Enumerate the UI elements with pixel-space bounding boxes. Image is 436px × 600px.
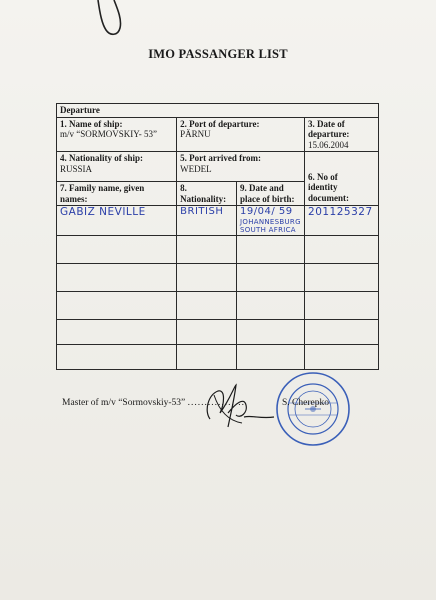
birth-label-2: place of birth:	[240, 193, 295, 204]
arrival-port-label: 5. Port arrived from:	[180, 153, 261, 163]
passenger-table	[56, 103, 379, 370]
captain-name-text: S. Cherepko	[282, 398, 329, 408]
identity-doc-label-2: identity	[308, 182, 338, 192]
arrival-port-value: WEDEL	[180, 163, 212, 174]
birth-header	[237, 182, 305, 206]
departure-label: Departure	[57, 104, 379, 118]
passenger-nationality: BRITISH	[177, 206, 237, 236]
passenger-name: GABIZ NEVILLE	[57, 206, 177, 236]
signature-icon	[200, 383, 280, 433]
ship-name-label: 1. Name of ship:	[60, 118, 123, 129]
departure-date-label-1: 3. Date of	[308, 118, 345, 129]
departure-port-label: 2. Port of departure:	[180, 118, 260, 129]
passenger-birth-date: 19/04/ 59	[240, 206, 293, 217]
departure-date-value: 15.06.2004	[308, 139, 349, 150]
table-row	[57, 292, 379, 320]
company-stamp-icon	[275, 371, 351, 447]
departure-date-cell	[305, 117, 379, 152]
table-row	[57, 264, 379, 292]
passenger-birth-country: SOUTH AFRICA	[240, 225, 296, 234]
document-title: IMO PASSANGER LIST	[148, 47, 288, 61]
arrival-port-cell	[177, 152, 305, 182]
passenger-document: 201125327	[305, 206, 379, 236]
passenger-birth	[237, 206, 305, 236]
master-label: Master of m/v “Sormovskiy-53”	[62, 398, 186, 408]
nationality-ship-value: RUSSIA	[60, 163, 93, 174]
captain-name	[282, 398, 329, 408]
table-row	[57, 236, 379, 264]
passenger-birth-city: JOHANNESBURG	[240, 217, 301, 226]
identity-doc-label-1: 6. No of	[308, 171, 338, 182]
nationality-ship-cell	[57, 152, 177, 182]
departure-date-label-2: departure:	[308, 129, 350, 139]
birth-label-1: 9. Date and	[240, 183, 284, 193]
departure-port-cell	[177, 117, 305, 152]
ship-name-value: m/v “SORMOVSKIY- 53”	[60, 129, 158, 139]
nationality-header: 8. Nationality:	[177, 182, 237, 206]
table-row	[57, 345, 379, 370]
nationality-ship-label: 4. Nationality of ship:	[60, 153, 144, 163]
departure-port-value: PÄRNU	[180, 129, 211, 139]
ship-name-cell	[57, 117, 177, 152]
identity-doc-label-3: document:	[308, 192, 350, 203]
table-row	[57, 320, 379, 345]
identity-document-header	[305, 152, 379, 206]
paper-clip-icon	[92, 0, 132, 40]
master-dots: .................	[187, 398, 245, 408]
table-row	[57, 206, 379, 236]
family-name-header: 7. Family name, given names:	[57, 182, 177, 206]
